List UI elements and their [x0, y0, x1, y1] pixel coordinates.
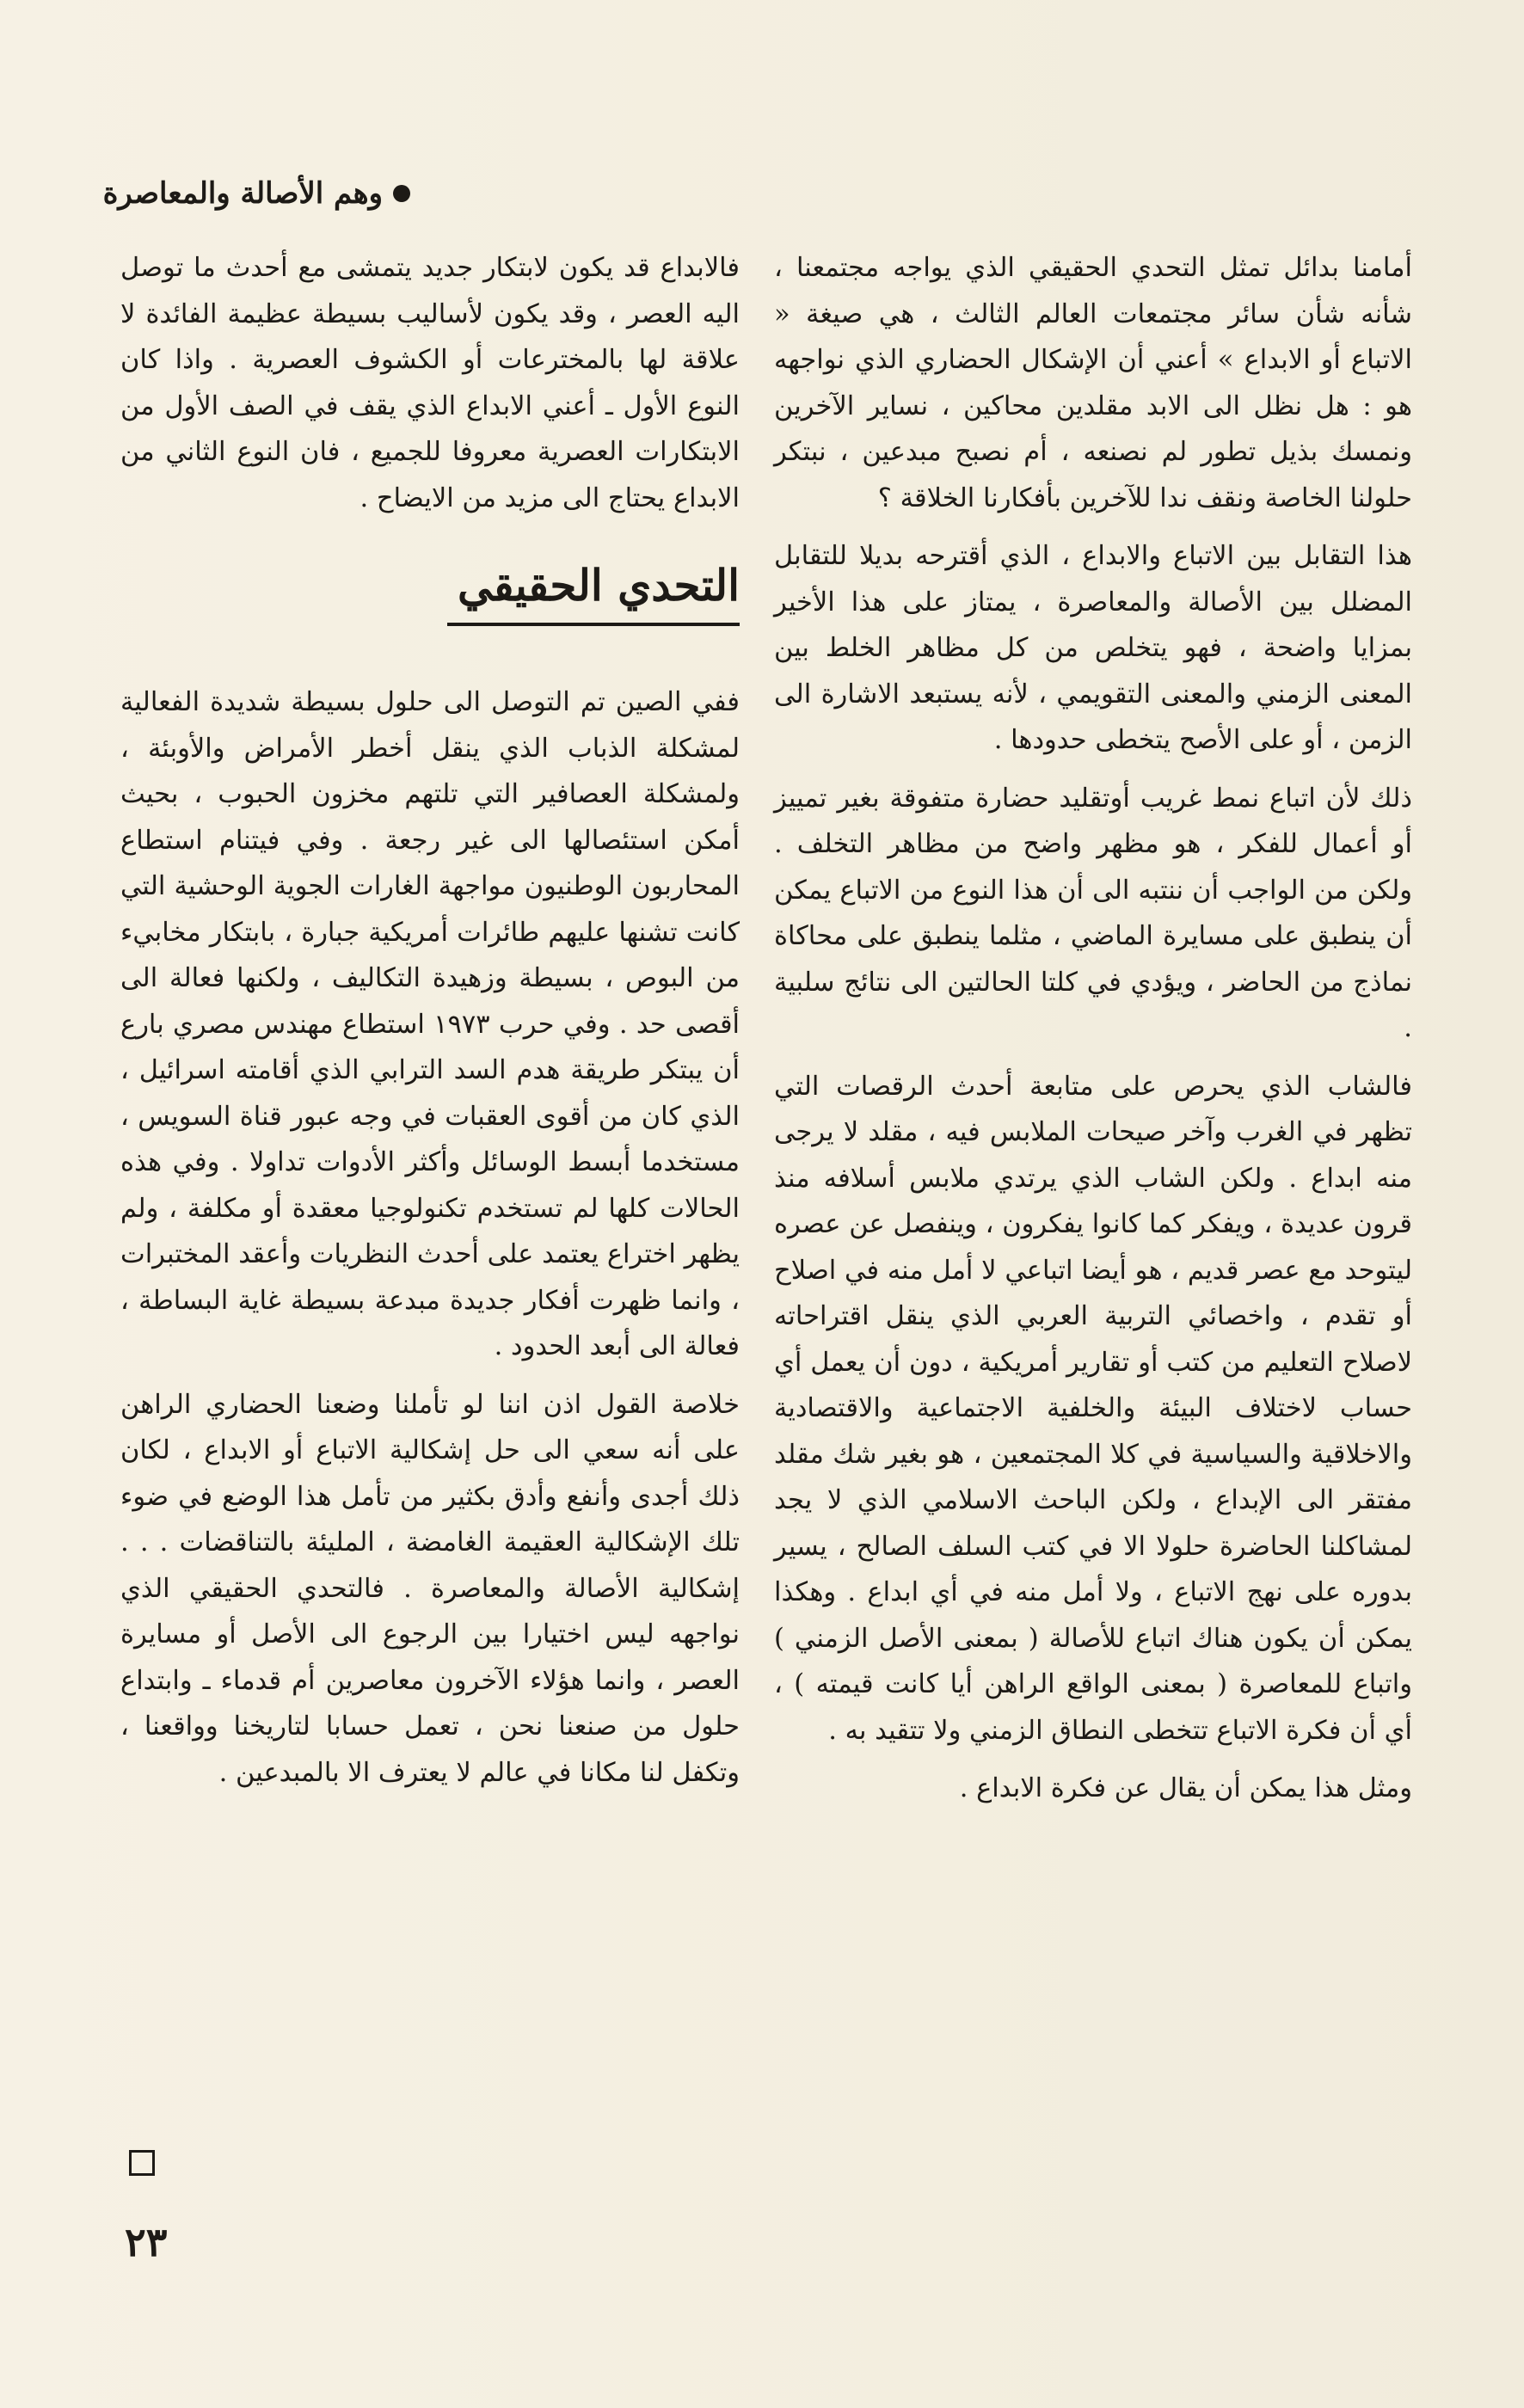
end-of-article-box-icon — [129, 2150, 155, 2176]
paragraph: هذا التقابل بين الاتباع والابداع ، الذي أقترحه بديلا للتقابل المضلل بين الأصالة والمعاصرة ، يمتاز على هذا الأخير بمزايا واضحة ، فهو يتخلص من كل مظاهر الخلط بين المعنى الزمني والمعنى التقويمي ، لأنه يستبعد الاشارة الى الزمن ، أو على الأصح يتخطى حدودها . — [774, 541, 1412, 755]
bullet-icon — [393, 185, 410, 202]
paragraph: فالابداع قد يكون لابتكار جديد يتمشى مع أحدث ما توصل اليه العصر ، وقد يكون لأساليب بسيطة عظيمة الفائدة لا علاقة لها بالمخترعات أو الكشوف العصرية . واذا كان النوع الأول ـ أعني الابداع الذي يقف في الصف الأول من الابتكارات العصرية معروفا للجميع ، فان النوع الثاني من الابداع يحتاج الى مزيد من الايضاح . — [120, 253, 740, 513]
paragraph: ذلك لأن اتباع نمط غريب أوتقليد حضارة متفوقة بغير تمييز أو أعمال للفكر ، هو مظهر واضح من مظاهر التخلف . ولكن من الواجب أن ننتبه الى أن هذا النوع من الاتباع يمكن أن ينطبق على مسايرة الماضي ، مثلما ينطبق على محاكاة نماذج من الحاضر ، ويؤدي في كلتا الحالتين الى نتائج سلبية . — [774, 783, 1412, 1043]
paragraph: أمامنا بدائل تمثل التحدي الحقيقي الذي يواجه مجتمعنا ، شأنه شأن سائر مجتمعات العالم الثالث ، هي صيغة « الاتباع أو الابداع » أعني أن الإشكال الحضاري الذي نواجهه هو : هل نظل الى الابد مقلدين محاكين ، نساير الآخرين ونمسك بذيل تطور لم نصنعه ، أم نصبح مبدعين ، نبتكر حلولنا الخاصة ونقف ندا للآخرين بأفكارنا الخلاقة ؟ — [774, 253, 1412, 513]
paragraph: ففي الصين تم التوصل الى حلول بسيطة شديدة الفعالية لمشكلة الذباب الذي ينقل أخطر الأمراض والأوبئة ، ولمشكلة العصافير التي تلتهم مخزون الحبوب ، بحيث أمكن استئصالها الى غير رجعة . وفي فيتنام استطاع المحاربون الوطنيون مواجهة الغارات الجوية الوحشية التي كانت تشنها عليهم طائرات أمريكية جبارة ، بابتكار مخابيء من البوص ، بسيطة وزهيدة التكاليف ، ولكنها فعالة الى أقصى حد . وفي حرب ١٩٧٣ استطاع مهندس مصري بارع أن يبتكر طريقة هدم السد الترابي الذي أقامته اسرائيل ، الذي كان من أقوى العقبات في وجه عبور قناة السويس ، مستخدما أبسط الوسائل وأكثر الأدوات تداولا . وفي هذه الحالات كلها لم تستخدم تكنولوجيا معقدة أو مكلفة ، ولم يظهر اختراع يعتمد على أحدث النظريات وأعقد المختبرات ، وانما ظهرت أفكار جديدة مبدعة بسيطة غاية البساطة ، فعالة الى أبعد الحدود . — [120, 687, 740, 1361]
left-column — [120, 245, 740, 1808]
paragraph: خلاصة القول اذن اننا لو تأملنا وضعنا الحضاري الراهن على أنه سعي الى حل إشكالية الاتباع أو الابداع ، لكان ذلك أجدى وأنفع وأدق بكثير من تأمل هذا الوضع في ضوء تلك الإشكالية العقيمة الغامضة ، المليئة بالتناقضات . . . إشكالية الأصالة والمعاصرة . فالتحدي الحقيقي الذي نواجهه ليس اختيارا بين الرجوع الى الأصل أو مسايرة العصر ، وانما هؤلاء الآخرون معاصرين أم قدماء ـ وابتداع حلول من صنعنا نحن ، تعمل حسابا لتاريخنا وواقعنا ، وتكفل لنا مكانا في عالم لا يعترف الا بالمبدعين . — [120, 1389, 740, 1788]
section-heading: التحدي الحقيقي — [447, 556, 740, 626]
running-header — [103, 176, 410, 211]
paragraph: فالشاب الذي يحرص على متابعة أحدث الرقصات التي تظهر في الغرب وآخر صيحات الملابس فيه ، مقلد لا يرجى منه ابداع . ولكن الشاب الذي يرتدي ملابس أسلافه منذ قرون عديدة ، ويفكر كما كانوا يفكرون ، وينفصل عن عصره ليتوحد مع عصر قديم ، هو أيضا اتباعي لا أمل منه في اصلاح أو تقدم ، واخصائي التربية العربي الذي ينقل اقتراحاته لاصلاح التعليم من كتب أو تقارير أمريكية ، دون أن يعمل أي حساب لاختلاف البيئة والخلفية الاجتماعية والاقتصادية والاخلاقية والسياسية في كلا المجتمعين ، هو بغير شك مقلد مفتقر الى الإبداع ، ولكن الباحث الاسلامي الذي لا يجد لمشاكلنا الحاضرة حلولا الا في كتب السلف الصالح ، يسير بدوره على نهج الاتباع ، ولا أمل منه في أي ابداع . وهكذا يمكن أن يكون هناك اتباع للأصالة ( بمعنى الأصل الزمني ) واتباع للمعاصرة ( بمعنى الواقع الراهن أيا كانت قيمته ) ، أي أن فكرة الاتباع تتخطى النطاق الزمني ولا تتقيد به . — [774, 1071, 1413, 1746]
section-heading-wrap — [120, 556, 740, 626]
header-title: وهم الأصالة والمعاصرة — [102, 176, 383, 211]
right-column — [774, 245, 1412, 1824]
paragraph: ومثل هذا يمكن أن يقال عن فكرة الابداع . — [959, 1773, 1412, 1803]
page-number: ٢٣ — [125, 2219, 168, 2265]
